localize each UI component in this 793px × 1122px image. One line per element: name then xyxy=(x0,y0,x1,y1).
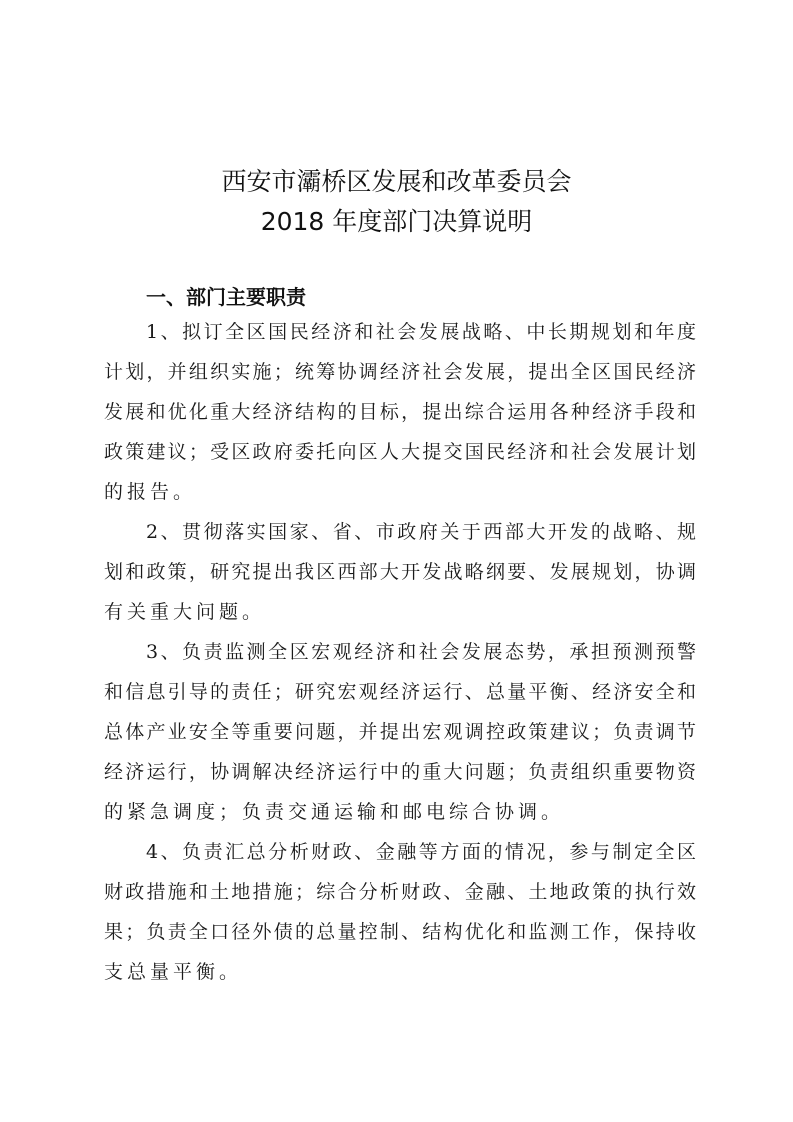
paragraph-line: 发展和优化重大经济结构的目标，提出综合运用各种经济手段和 xyxy=(104,401,696,423)
paragraph-line: 划和政策，研究提出我区西部大开发战略纲要、发展规划，协调 xyxy=(104,561,696,583)
paragraph-line: 财政措施和土地措施；综合分析财政、金融、土地政策的执行效 xyxy=(104,881,696,903)
paragraph-line: 1、拟订全区国民经济和社会发展战略、中长期规划和年度 xyxy=(146,321,696,343)
document-subtitle: 2018 年度部门决算说明 xyxy=(260,207,533,236)
paragraph-line: 有关重大问题。 xyxy=(104,601,266,623)
paragraph-line: 的紧急调度；负责交通运输和邮电综合协调。 xyxy=(104,801,565,823)
paragraph-line: 3、负责监测全区宏观经济和社会发展态势，承担预测预警 xyxy=(146,641,696,663)
paragraph-line: 4、负责汇总分析财政、金融等方面的情况，参与制定全区 xyxy=(146,841,696,863)
paragraph-line: 经济运行，协调解决经济运行中的重大问题；负责组织重要物资 xyxy=(104,761,696,783)
paragraph-line: 果；负责全口径外债的总量控制、结构优化和监测工作，保持收 xyxy=(104,921,696,943)
section-heading: 一、部门主要职责 xyxy=(146,285,306,309)
paragraph-line: 2、贯彻落实国家、省、市政府关于西部大开发的战略、规 xyxy=(146,521,696,543)
paragraph-line: 计划，并组织实施；统筹协调经济社会发展，提出全区国民经济 xyxy=(104,361,696,383)
paragraph-line: 总体产业安全等重要问题，并提出宏观调控政策建议；负责调节 xyxy=(104,721,696,743)
paragraph-line: 和信息引导的责任；研究宏观经济运行、总量平衡、经济安全和 xyxy=(104,681,696,703)
document-title: 西安市灞桥区发展和改革委员会 xyxy=(221,167,572,196)
paragraph-line: 支总量平衡。 xyxy=(104,961,243,983)
paragraph-line: 政策建议；受区政府委托向区人大提交国民经济和社会发展计划 xyxy=(104,441,696,463)
paragraph-line: 的报告。 xyxy=(104,481,197,503)
